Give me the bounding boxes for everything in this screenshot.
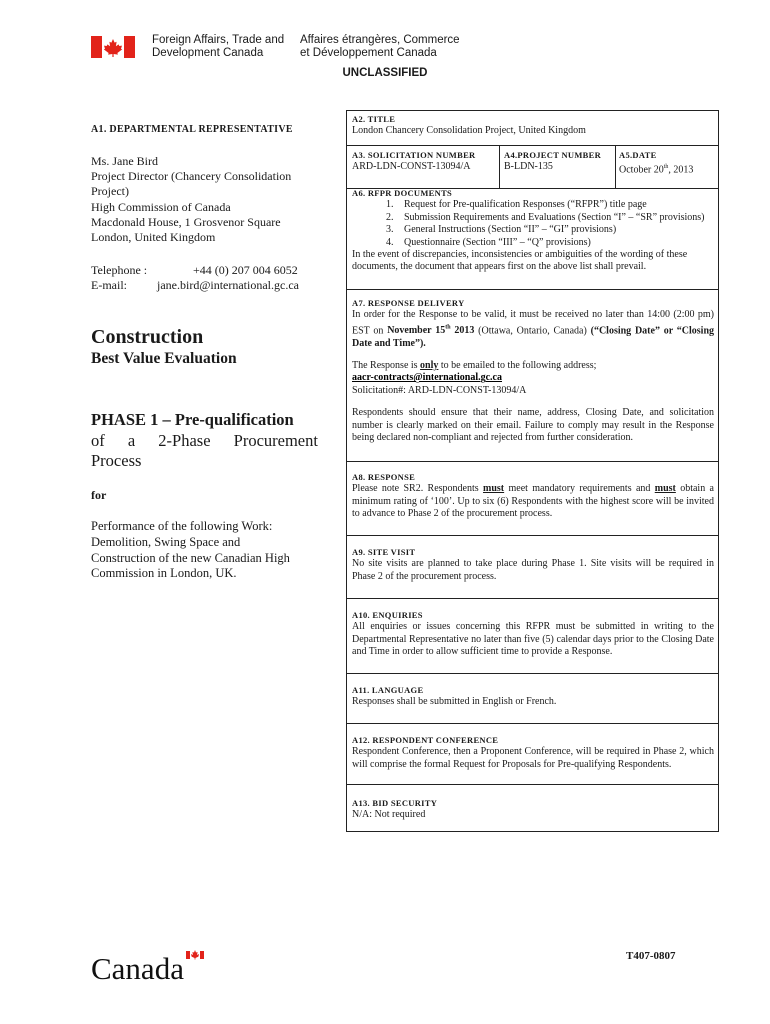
a13-bid-security-cell <box>352 797 714 822</box>
list-item: 2. Submission Requirements and Evaluations (Section “I” – “SR” provisions) <box>396 212 714 224</box>
performance-line: Commission in London, UK. <box>91 566 237 581</box>
performance-line: Demolition, Swing Space and <box>91 534 241 549</box>
a12-conference-cell <box>352 734 714 771</box>
dept-en-line1: Foreign Affairs, Trade and <box>152 34 285 46</box>
row-divider <box>347 145 718 146</box>
a7-deadline-text: In order for the Response to be valid, it must be received no later than 14:00 (2:00 pm) EST on November 15th 2013 (Ottawa, Ontario, Canada) (“Closing Date” or “Closing Date and Time”). <box>352 309 715 349</box>
a5-date-cell <box>619 149 717 177</box>
a11-language-cell <box>352 684 714 709</box>
a3-solicitation-cell <box>352 149 497 174</box>
phase-word: of <box>91 430 105 450</box>
a12-text: Respondent Conference, then a Proponent Conference, will be required in Phase 2, which will comprise the formal Request for Proposals for Pre-qualifying Respondents. <box>352 746 714 770</box>
a6-heading: A6. RFPR DOCUMENTS <box>352 188 453 198</box>
a8-heading: A8. RESPONSE <box>352 472 416 482</box>
email-label: E-mail: <box>91 278 127 293</box>
address-line: Project) <box>91 184 129 199</box>
department-name-en <box>152 34 284 60</box>
a7-heading: A7. RESPONSE DELIVERY <box>352 298 465 308</box>
a5-value: October 20th, 2013 <box>619 164 694 176</box>
best-value-subtitle: Best Value Evaluation <box>91 350 237 367</box>
construction-title: Construction <box>91 326 204 348</box>
a5-heading: A5.DATE <box>619 150 657 160</box>
contact-info <box>91 263 299 293</box>
solicitation-info-table <box>346 110 719 832</box>
col-divider <box>615 145 616 188</box>
row-divider <box>347 723 718 724</box>
performance-line: Performance of the following Work: <box>91 519 273 533</box>
email-value[interactable]: jane.bird@international.gc.ca <box>157 278 299 293</box>
a4-value: B-LDN-135 <box>504 161 553 173</box>
svg-text:Canada: Canada <box>91 951 184 984</box>
phase-word: 2-Phase <box>158 430 211 450</box>
a7-email-instruction: The Response is only to be emailed to the following address; <box>352 359 597 371</box>
col-divider <box>499 145 500 188</box>
list-item: 1. Request for Pre-qualification Responses (“RFPR”) title page <box>396 199 714 211</box>
a2-heading: A2. TITLE <box>352 114 396 124</box>
a6-documents-cell <box>352 187 714 274</box>
address-line: London, United Kingdom <box>91 230 216 245</box>
a9-text: No site visits are planned to take place during Phase 1. Site visits will be required in Phase 2 of the procurement process. <box>352 558 714 582</box>
a7-delivery-cell <box>352 297 714 444</box>
row-divider <box>347 673 718 674</box>
a3-value: ARD-LDN-CONST-13094/A <box>352 161 471 173</box>
a8-text: Please note SR2. Respondents must meet mandatory requirements and must obtain a minimum rating of ‘100’. Up to six (6) Respondents with the highest score will be invited to advance to Phase 2 of the procurement process. <box>352 483 714 520</box>
telephone-label: Telephone : <box>91 263 148 277</box>
address-line: High Commission of Canada <box>91 199 231 214</box>
address-line: Project Director (Chancery Consolidation <box>91 169 292 184</box>
row-divider <box>347 535 718 536</box>
row-divider <box>347 784 718 785</box>
a8-response-cell <box>352 471 714 521</box>
a13-text: N/A: Not required <box>352 809 426 821</box>
phase-word: a <box>127 430 136 450</box>
dept-fr-line2: et Développement Canada <box>300 47 437 59</box>
list-item: 4. Questionnaire (Section “III” – “Q” provisions) <box>396 237 714 249</box>
department-name-fr <box>300 34 460 60</box>
telephone-row <box>91 263 299 278</box>
row-divider <box>347 289 718 290</box>
a12-heading: A12. RESPONDENT CONFERENCE <box>352 735 499 745</box>
a4-heading: A4.PROJECT NUMBER <box>504 150 602 160</box>
a6-note: In the event of discrepancies, inconsistencies or ambiguities of the wording of these documents, the document that appears first on the above list shall prevail. <box>352 249 688 273</box>
form-code: T407-0807 <box>626 950 676 962</box>
phase-line3: Process <box>91 451 142 470</box>
row-divider <box>347 598 718 599</box>
a3-heading: A3. SOLICITATION NUMBER <box>352 150 476 160</box>
a7-compliance-text: Respondents should ensure that their name, address, Closing Date, and solicitation number is clearly marked on their email. Failure to comply may result in the Response being declared non-compliant and rejected from further consideration. <box>352 407 714 443</box>
performance-description <box>91 519 326 582</box>
phase-line1: PHASE 1 – Pre-qualification <box>91 410 294 429</box>
a4-project-cell <box>504 149 614 174</box>
representative-address <box>91 154 321 245</box>
a2-value: London Chancery Consolidation Project, United Kingdom <box>352 125 586 137</box>
canada-wordmark-logo <box>91 948 211 984</box>
phase-title <box>91 410 318 472</box>
for-label: for <box>91 488 107 502</box>
a9-heading: A9. SITE VISIT <box>352 547 416 557</box>
dept-fr-line1: Affaires étrangères, Commerce <box>300 34 460 46</box>
a10-heading: A10. ENQUIRIES <box>352 610 423 620</box>
email-row <box>91 278 299 293</box>
row-divider <box>347 461 718 462</box>
a6-document-list <box>352 199 714 249</box>
phase-line2 <box>91 431 318 452</box>
address-line: Ms. Jane Bird <box>91 154 158 168</box>
telephone-value: +44 (0) 207 004 6052 <box>193 263 298 277</box>
canada-flag-icon <box>91 36 135 58</box>
a2-title-cell <box>352 113 712 138</box>
classification-label: UNCLASSIFIED <box>342 67 428 79</box>
a10-text: All enquiries or issues concerning this RFPR must be submitted in writing to the Departmental Representative no later than five (5) calendar days prior to the Closing Date and Time in order to allow sufficient time to provide a Response. <box>352 621 714 658</box>
a10-enquiries-cell <box>352 609 714 659</box>
list-item: 3. General Instructions (Section “II” – “GI” provisions) <box>396 224 714 236</box>
dept-en-line2: Development Canada <box>152 47 264 59</box>
phase-word: Procurement <box>233 430 318 450</box>
performance-line: Construction of the new Canadian High <box>91 550 290 565</box>
address-line: Macdonald House, 1 Grosvenor Square <box>91 214 281 229</box>
a1-heading: A1. DEPARTMENTAL REPRESENTATIVE <box>91 124 293 135</box>
a9-site-visit-cell <box>352 546 714 583</box>
a7-solicitation-number: Solicitation#: ARD-LDN-CONST-13094/A <box>352 384 527 396</box>
a13-heading: A13. BID SECURITY <box>352 798 438 808</box>
a11-heading: A11. LANGUAGE <box>352 685 424 695</box>
a11-text: Responses shall be submitted in English or French. <box>352 696 557 708</box>
contracts-email-link[interactable]: aacr-contracts@international.gc.ca <box>352 372 502 384</box>
